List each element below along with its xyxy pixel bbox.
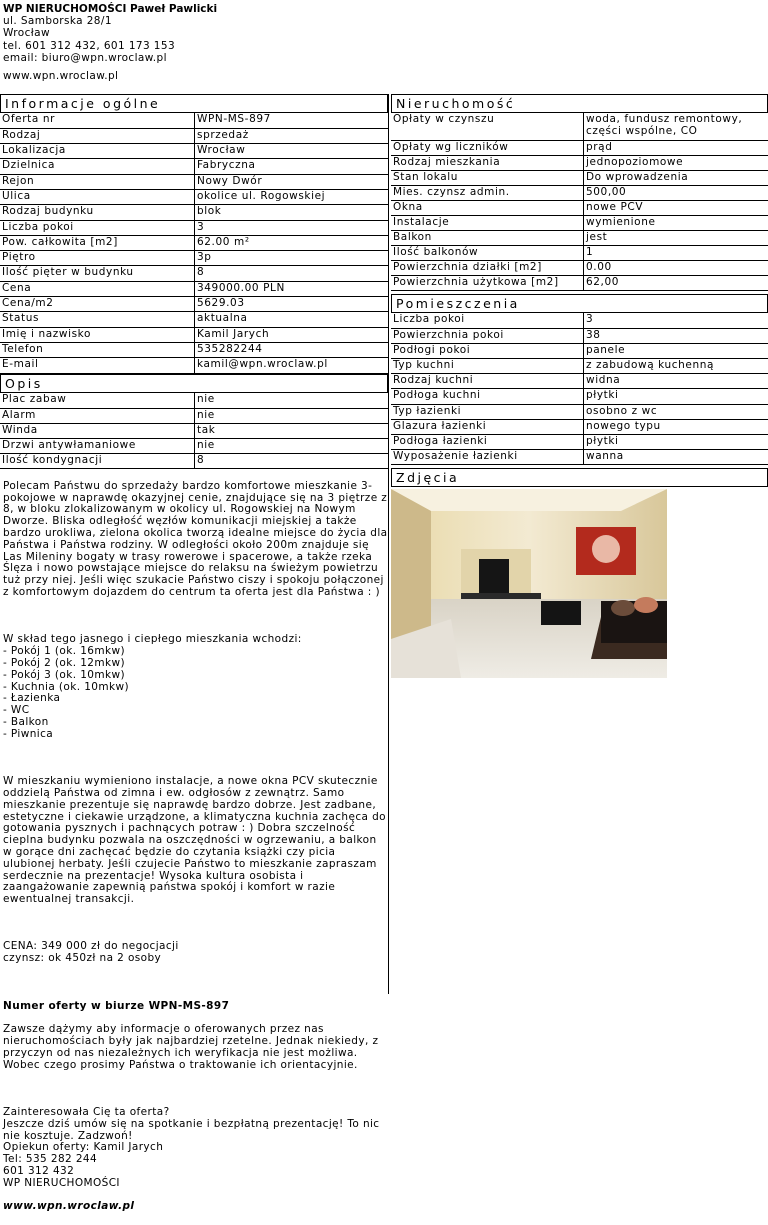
table-row [0,128,388,143]
table-row [391,170,768,185]
table-row [0,423,388,438]
row-label: Rodzaj kuchni [391,374,584,389]
table-row [391,328,768,343]
table-row [0,205,388,220]
row-value: 38 [584,328,768,343]
description-paragraph: Polecam Państwu do sprzedaży bardzo komfortowe mieszkanie 3-pokojowe w naprawdę okazyjnej cenie, znajdujące się na 3 piętrze z 8, w bloku zlokalizowanym w okolicy ul. Rogowskiej na Nowym Dworze. Bliska odległość węzłów komunikacji miejskiej a także bardzo urokliwa, zielona okolica tworzą idealne miejsce do życia dla Państwa i Państwa rodziny. W odległości około 200m znajduje się Las Mileniny bogaty w trasy rowerowe i spacerowe, a także rzeka Ślęza i nowo powstające miejsce do relaksu na świeżym powietrzu tuż przy niej. Jeśli więc szukacie Państwo ciszy i spokoju połączonej z komfortowym dojazdem do centrum ta oferta jest dla Państwa : ) [3,481,388,599]
row-value: Do wprowadzenia [584,170,768,185]
table-row [391,155,768,170]
row-label: Dzielnica [0,159,195,174]
row-label: Piętro [0,251,195,266]
row-label: Ulica [0,189,195,204]
row-label: Rejon [0,174,195,189]
row-value: WPN-MS-897 [195,113,389,128]
table-row [0,438,388,453]
table-row [391,200,768,215]
table-row [391,435,768,450]
row-label: Lokalizacja [0,144,195,159]
row-value: woda, fundusz remontowy, części wspólne, CO [584,113,768,140]
opis-table [0,393,388,469]
row-label: Drzwi antywłamaniowe [0,438,195,453]
row-label: Powierzchnia działki [m2] [391,260,584,275]
table-row [0,144,388,159]
row-value: 349000.00 PLN [195,281,389,296]
row-value: jest [584,230,768,245]
row-value: prąd [584,140,768,155]
description-paragraph: W mieszkaniu wymieniono instalacje, a nowe okna PCV skutecznie oddzielą Państwa od zimna i ew. odgłosów z zewnątrz. Samo mieszkanie prezentuje się naprawdę bardzo dobrze. Jest zadbane, estetyczne i ciekawie urządzone, a klimatyczna kuchnia zachęca do gotowania pysznych i pachnących potraw : ) Dobra szczelność cieplna budynku pozwala na oszczędności w ogrzewaniu, a balkon w gorące dni zachęcać będzie do czytania książki czy picia ulubionej herbaty. Jeśli czujecie Państwo to mieszkanie zapraszam serdecznie na prezentacje! Wysoka kultura osobista i zaangażowanie zapewnią państwa spokój i komfort w razie ewentualnej transakcji. [3,776,388,906]
table-row [0,113,388,128]
row-value: aktualna [195,312,389,327]
row-value: 62.00 m² [195,235,389,250]
contact-website[interactable]: www.wpn.wroclaw.pl [3,1201,388,1213]
property-table [391,113,768,291]
rooms-header: Pomieszczenia [391,294,768,313]
table-row [391,275,768,290]
table-row [391,113,768,140]
row-value: 5629.03 [195,297,389,312]
row-value: okolice ul. Rogowskiej [195,189,389,204]
row-label: Instalacje [391,215,584,230]
row-label: Stan lokalu [391,170,584,185]
offer-number: Numer oferty w biurze WPN-MS-897 [3,1001,388,1013]
table-row [391,419,768,434]
row-label: Wyposażenie łazienki [391,450,584,465]
row-value: jednopoziomowe [584,155,768,170]
table-row [0,235,388,250]
agency-street: ul. Samborska 28/1 [3,15,217,27]
row-label: Typ łazienki [391,404,584,419]
row-label: Rodzaj mieszkania [391,155,584,170]
row-label: Podłogi pokoi [391,343,584,358]
table-row [391,450,768,465]
table-row [391,215,768,230]
table-row [391,404,768,419]
table-row [0,159,388,174]
row-value: nie [195,393,389,408]
agency-header [3,3,217,64]
row-value: nowego typu [584,419,768,434]
agency-city: Wrocław [3,27,217,39]
table-row [0,266,388,281]
table-row [391,260,768,275]
table-row [0,453,388,468]
row-value: widna [584,374,768,389]
row-value: nowe PCV [584,200,768,215]
table-row [391,313,768,328]
row-value: z zabudową kuchenną [584,359,768,374]
opis-header: Opis [0,374,388,393]
row-value: 500,00 [584,185,768,200]
row-value: Wrocław [195,144,389,159]
row-label: Oferta nr [0,113,195,128]
disclaimer: Zawsze dążymy aby informacje o oferowanych przez nas nieruchomościach były jak najbardziej rzetelne. Jednak niekiedy, z przyczyn od nas niezależnych ich weryfikacja nie jest możliwa. Wobec czego prosimy Państwa o traktowanie ich orientacyjnie. [3,1024,388,1071]
property-header: Nieruchomość [391,94,768,113]
row-label: Cena/m2 [0,297,195,312]
table-row [391,359,768,374]
row-label: Powierzchnia użytkowa [m2] [391,275,584,290]
table-row [0,342,388,357]
row-label: E-mail [0,358,195,373]
row-value: 1 [584,245,768,260]
rooms-table [391,313,768,465]
description-price: CENA: 349 000 zł do negocjacji czynsz: ok 450zł na 2 osoby [3,941,388,965]
agency-email: email: biuro@wpn.wroclaw.pl [3,52,217,64]
row-label: Balkon [391,230,584,245]
table-row [391,140,768,155]
row-label: Ilość kondygnacji [0,453,195,468]
row-value: wymienione [584,215,768,230]
row-value: 62,00 [584,275,768,290]
row-value: wanna [584,450,768,465]
row-label: Liczba pokoi [391,313,584,328]
table-row [0,358,388,373]
table-row [0,174,388,189]
table-row [0,220,388,235]
photos-header: Zdjęcia [391,468,768,487]
row-label: Liczba pokoi [0,220,195,235]
table-row [0,408,388,423]
row-label: Mies. czynsz admin. [391,185,584,200]
row-value: 3p [195,251,389,266]
column-divider [388,94,389,994]
apartment-photo[interactable] [391,489,667,678]
description-rooms-list: W skład tego jasnego i ciepłego mieszkania wchodzi: - Pokój 1 (ok. 16mkw) - Pokój 2 (ok. 12mkw) - Pokój 3 (ok. 10mkw) - Kuchnia (ok. 10mkw) - Łazienka - WC - Balkon - Piwnica [3,634,388,740]
row-value: Fabryczna [195,159,389,174]
general-info-table [0,113,388,374]
row-value: płytki [584,435,768,450]
row-value: panele [584,343,768,358]
row-value: Kamil Jarych [195,327,389,342]
table-row [391,389,768,404]
table-row [0,189,388,204]
row-label: Opłaty w czynszu [391,113,584,140]
row-label: Status [0,312,195,327]
row-value: 535282244 [195,342,389,357]
table-row [391,374,768,389]
table-row [0,281,388,296]
row-value: płytki [584,389,768,404]
row-value: 3 [584,313,768,328]
table-row [0,297,388,312]
row-value: 8 [195,453,389,468]
row-label: Winda [0,423,195,438]
table-row [391,245,768,260]
table-row [0,312,388,327]
table-row [391,185,768,200]
table-row [0,393,388,408]
row-label: Rodzaj [0,128,195,143]
table-row [391,343,768,358]
row-label: Ilość pięter w budynku [0,266,195,281]
row-value: 0.00 [584,260,768,275]
row-value: nie [195,408,389,423]
row-value: sprzedaż [195,128,389,143]
table-row [0,251,388,266]
row-value: osobno z wc [584,404,768,419]
row-label: Ilość balkonów [391,245,584,260]
general-info-header: Informacje ogólne [0,94,388,113]
row-label: Telefon [0,342,195,357]
row-label: Podłoga łazienki [391,435,584,450]
table-row [0,327,388,342]
row-label: Imię i nazwisko [0,327,195,342]
row-value: Nowy Dwór [195,174,389,189]
row-label: Glazura łazienki [391,419,584,434]
row-value: tak [195,423,389,438]
offer-description [3,469,388,1225]
row-label: Alarm [0,408,195,423]
row-label: Podłoga kuchni [391,389,584,404]
row-value: blok [195,205,389,220]
row-label: Okna [391,200,584,215]
living-room-photo [391,489,667,678]
agency-website[interactable]: www.wpn.wroclaw.pl [3,70,118,82]
row-label: Powierzchnia pokoi [391,328,584,343]
row-label: Pow. całkowita [m2] [0,235,195,250]
row-value: kamil@wpn.wroclaw.pl [195,358,389,373]
row-label: Rodzaj budynku [0,205,195,220]
agency-phone: tel. 601 312 432, 601 173 153 [3,40,217,52]
row-value: nie [195,438,389,453]
row-label: Typ kuchni [391,359,584,374]
row-label: Opłaty wg liczników [391,140,584,155]
row-value: 8 [195,266,389,281]
contact-info: Zainteresowała Cię ta oferta? Jeszcze dziś umów się na spotkanie i bezpłatną prezentację! To nic nie kosztuje. Zadzwoń! Opiekun oferty: Kamil Jarych Tel: 535 282 244 601 312 432 WP NIERUCHOMOŚCI [3,1107,388,1190]
row-value: 3 [195,220,389,235]
row-label: Plac zabaw [0,393,195,408]
row-label: Cena [0,281,195,296]
table-row [391,230,768,245]
agency-name: WP NIERUCHOMOŚCI Paweł Pawlicki [3,3,217,15]
